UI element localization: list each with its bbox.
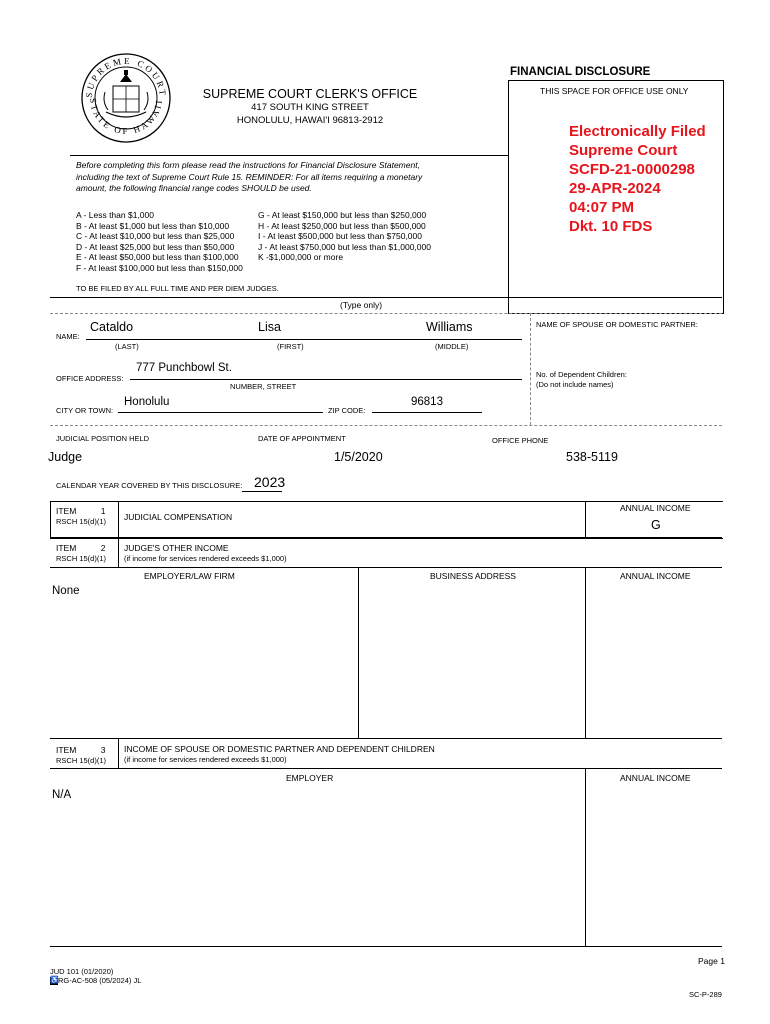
year-underline xyxy=(242,491,282,492)
item1-number: 1 xyxy=(100,506,106,516)
item2-item: ITEM xyxy=(56,543,77,553)
office-street: 417 SOUTH KING STREET xyxy=(251,102,369,113)
item2-subtitle: (if income for services rendered exceeds $1,000) xyxy=(124,554,287,563)
stamp-line6: Dkt. 10 FDS xyxy=(569,218,653,235)
city-value[interactable]: Honolulu xyxy=(124,396,170,408)
item3-item: ITEM xyxy=(56,745,77,755)
code-h: H - At least $250,000 but less than $500,000 xyxy=(258,220,426,231)
item2-col-employer: EMPLOYER/LAW FIRM xyxy=(144,571,235,581)
accessibility-icon: ♿ xyxy=(50,977,59,985)
position-value[interactable]: Judge xyxy=(48,450,83,464)
item2-number: 2 xyxy=(100,543,106,553)
item3-subtitle: (if income for services rendered exceeds $1,000) xyxy=(124,755,287,764)
form-number: JUD 101 (01/2020) xyxy=(50,967,114,976)
code-c: C - At least $10,000 but less than $25,000 xyxy=(76,231,235,241)
stamp-line3: SCFD-21-0000298 xyxy=(569,161,695,178)
dependents-label-1: No. of Dependent Children: xyxy=(536,370,627,379)
dashed-rule-bottom xyxy=(50,425,722,426)
item3-top-rule xyxy=(50,738,722,739)
code-e: E - At least $50,000 but less than $100,000 xyxy=(76,252,239,262)
item1-item: ITEM xyxy=(56,506,77,516)
office-address-label: OFFICE ADDRESS: xyxy=(56,374,124,383)
range-codes-left xyxy=(76,210,243,273)
item1-rule: RSCH 15(d)(1) xyxy=(56,517,107,526)
item1-title: JUDICIAL COMPENSATION xyxy=(124,512,233,522)
seal-icon xyxy=(80,52,172,144)
zip-underline xyxy=(372,412,482,413)
code-d: D - At least $25,000 but less than $50,000 xyxy=(76,241,235,252)
item2-header-rule xyxy=(50,567,722,568)
form-title: FINANCIAL DISCLOSURE xyxy=(510,66,651,78)
dependents-label xyxy=(536,370,627,390)
range-codes-right xyxy=(258,210,431,263)
item2-title: JUDGE'S OTHER INCOME xyxy=(124,543,229,553)
item3-number: 3 xyxy=(100,745,106,755)
item3-col-employer: EMPLOYER xyxy=(286,773,334,783)
middle-name-value[interactable]: Williams xyxy=(426,320,473,334)
year-value[interactable]: 2023 xyxy=(254,474,286,490)
street-value[interactable]: 777 Punchbowl St. xyxy=(136,362,232,374)
item3-bottom-rule xyxy=(50,946,722,947)
item3-col-income: ANNUAL INCOME xyxy=(620,773,691,783)
code-a: A - Less than $1,000 xyxy=(76,210,154,220)
appointment-label: DATE OF APPOINTMENT xyxy=(258,434,346,443)
middle-label: (MIDDLE) xyxy=(435,342,469,351)
name-divider xyxy=(530,313,531,425)
spouse-label: NAME OF SPOUSE OR DOMESTIC PARTNER: xyxy=(536,320,698,329)
efile-stamp xyxy=(569,122,706,236)
code-j: J - At least $750,000 but less than $1,000,000 xyxy=(258,241,431,252)
item3-divider xyxy=(118,738,119,768)
phone-value[interactable]: 538-5119 xyxy=(566,450,618,464)
court-seal xyxy=(80,52,172,144)
instructions-text xyxy=(76,160,422,195)
appointment-value[interactable]: 1/5/2020 xyxy=(334,450,383,464)
instructions-top-rule xyxy=(70,155,508,156)
first-name-value[interactable]: Lisa xyxy=(258,320,281,334)
instructions-line3: amount, the following financial range codes SHOULD be used. xyxy=(76,183,312,193)
city-underline xyxy=(118,412,323,413)
item3-rule: RSCH 15(d)(1) xyxy=(56,756,107,765)
item3-title: INCOME OF SPOUSE OR DOMESTIC PARTNER AND DEPENDENT CHILDREN xyxy=(124,744,435,754)
year-label: CALENDAR YEAR COVERED BY THIS DISCLOSURE: xyxy=(56,481,243,490)
item3-header-rule xyxy=(50,768,722,769)
item2-col-divider-2 xyxy=(585,567,586,738)
item1-income-code[interactable]: G xyxy=(651,518,661,532)
phone-label: OFFICE PHONE xyxy=(492,436,549,445)
stamp-line2: Supreme Court xyxy=(569,142,678,159)
item2-col-divider-1 xyxy=(358,567,359,738)
position-label: JUDICIAL POSITION HELD xyxy=(56,434,150,443)
instructions-line1: Before completing this form please read the instructions for Financial Disclosure Statement, xyxy=(76,160,420,170)
first-label: (FIRST) xyxy=(277,342,304,351)
stamp-line5: 04:07 PM xyxy=(569,199,635,216)
zip-value[interactable]: 96813 xyxy=(411,396,443,408)
item2-rule: RSCH 15(d)(1) xyxy=(56,554,107,563)
dashed-rule-top xyxy=(50,313,722,314)
filed-by-note: TO BE FILED BY ALL FULL TIME AND PER DIEM JUDGES. xyxy=(76,284,279,293)
code-i: I - At least $500,000 but less than $750,000 xyxy=(258,231,422,241)
street-label: NUMBER, STREET xyxy=(230,382,297,391)
item2-col-income: ANNUAL INCOME xyxy=(620,571,691,581)
item3-item-label xyxy=(56,745,105,755)
sc-number: SC-P-289 xyxy=(689,990,722,999)
item3-col-divider xyxy=(585,768,586,946)
dependents-label-2: (Do not include names) xyxy=(536,380,614,389)
page-number: Page 1 xyxy=(698,956,725,966)
street-underline xyxy=(130,379,522,380)
item1-item-label xyxy=(56,506,105,516)
rg-number: RG-AC-508 (05/2024) JL xyxy=(58,976,142,985)
item2-divider xyxy=(118,537,119,567)
stamp-line4: 29-APR-2024 xyxy=(569,180,661,197)
seal-top-text: SUPREME COURT xyxy=(83,55,169,99)
code-k: K -$1,000,000 or more xyxy=(258,252,344,262)
office-title: SUPREME COURT CLERK'S OFFICE xyxy=(202,87,418,101)
type-only-label: (Type only) xyxy=(340,300,383,310)
item1-income-divider xyxy=(585,501,586,537)
item2-col-address: BUSINESS ADDRESS xyxy=(430,571,516,581)
item1-income-label: ANNUAL INCOME xyxy=(620,503,691,513)
city-label: CITY OR TOWN: xyxy=(56,406,114,415)
last-label: (LAST) xyxy=(115,342,139,351)
item2-top-rule xyxy=(50,537,722,538)
item2-item-label xyxy=(56,543,105,553)
rule-above-type-only xyxy=(50,297,722,298)
code-f: F - At least $100,000 but less than $150,000 xyxy=(76,262,243,273)
office-use-label: THIS SPACE FOR OFFICE USE ONLY xyxy=(540,86,689,96)
name-underline xyxy=(86,339,522,340)
office-city: HONOLULU, HAWAI'I 96813-2912 xyxy=(236,115,384,126)
zip-label: ZIP CODE: xyxy=(328,406,366,415)
item2-value[interactable]: None xyxy=(52,585,80,597)
instructions-line2: including the text of Supreme Court Rule 15. REMINDER: For all items requiring a monetary xyxy=(76,171,423,182)
seal-bottom-text: STATE OF HAWAII xyxy=(87,97,165,137)
name-label: NAME: xyxy=(56,332,80,341)
code-b: B - At least $1,000 but less than $10,000 xyxy=(76,220,230,231)
item3-value[interactable]: N/A xyxy=(52,789,72,801)
last-name-value[interactable]: Cataldo xyxy=(90,320,134,334)
item1-divider xyxy=(118,501,119,537)
stamp-line1: Electronically Filed xyxy=(569,123,706,140)
code-g: G - At least $150,000 but less than $250,000 xyxy=(258,210,427,220)
rg-line xyxy=(50,976,141,985)
